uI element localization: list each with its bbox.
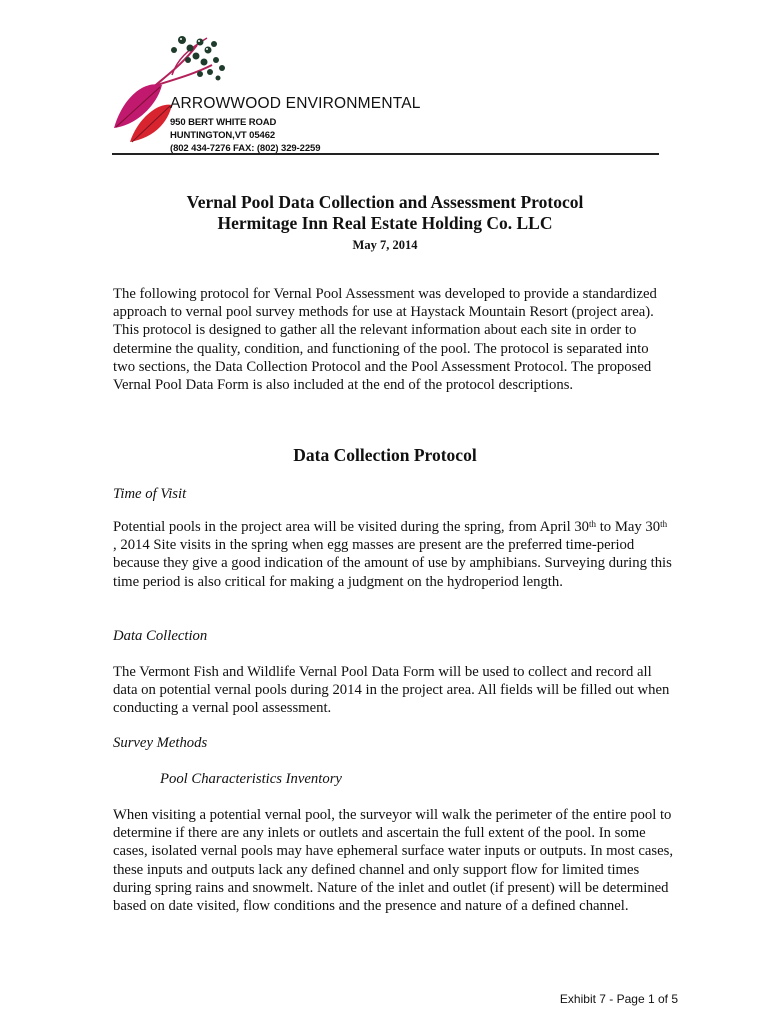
section-heading: Data Collection Protocol <box>293 445 477 465</box>
address-line-2: HUNTINGTON,VT 05462 <box>170 130 276 141</box>
header-divider <box>112 153 659 155</box>
data-collection-paragraph: The Vermont Fish and Wildlife Vernal Pool Data Form will be used to collect and record all data on potential vernal pools during 2014 in the project area. All fields will be filled out when conducting a vernal pool assessment. <box>113 664 670 717</box>
document-date: May 7, 2014 <box>352 238 418 252</box>
data-collection-heading: Data Collection <box>113 628 208 644</box>
document-title: Vernal Pool Data Collection and Assessment Protocol <box>186 192 584 212</box>
survey-methods-paragraph: When visiting a potential vernal pool, the surveyor will walk the perimeter of the entire pool to determine if there are any inlets or outlets and ascertain the full extent of the pool. In some cases, isolated vernal pools may have ephemeral surface water inputs or outputs. In most cases, these inputs and outputs lack any defined channel and only support flow for limited times during spring rains and snowmelt. Nature of the inlet and outlet (if present) will be determined based on date visited, flow conditions and the presence and nature of a defined channel. <box>113 807 673 915</box>
document-title-block <box>0 192 770 253</box>
page-footer: Exhibit 7 - Page 1 of 5 <box>559 992 678 1006</box>
company-header <box>170 95 421 155</box>
intro-paragraph: The following protocol for Vernal Pool Assessment was developed to provide a standardized approach to vernal pool survey methods for use at Haystack Mountain Resort (project area). This protocol is designed to gather all the relevant information about each site in order to determine the quality, condition, and functioning of the pool. The protocol is separated into two sections, the Data Collection Protocol and the Pool Assessment Protocol. The proposed Vernal Pool Data Form is also included at the end of the protocol descriptions. <box>113 286 657 394</box>
document-subtitle: Hermitage Inn Real Estate Holding Co. LLC <box>217 213 553 233</box>
pool-characteristics-subheading: Pool Characteristics Inventory <box>160 771 342 787</box>
survey-methods-heading: Survey Methods <box>113 735 208 751</box>
company-name: ARROWWOOD ENVIRONMENTAL <box>170 95 421 112</box>
phone-fax: (802 434-7276 FAX: (802) 329-2259 <box>170 143 321 154</box>
time-of-visit-heading: Time of Visit <box>113 486 187 502</box>
time-of-visit-paragraph: Potential pools in the project area will be visited during the spring, from April 30th to May 30th , 2014 Site visits in the spring when egg masses are present are the preferred time-period because they give a good indication of the amount of use by amphibians. Surveying during this time period is also critical for making a judgment on the hydroperiod length. <box>113 519 672 590</box>
address-line-1: 950 BERT WHITE ROAD <box>170 117 277 128</box>
